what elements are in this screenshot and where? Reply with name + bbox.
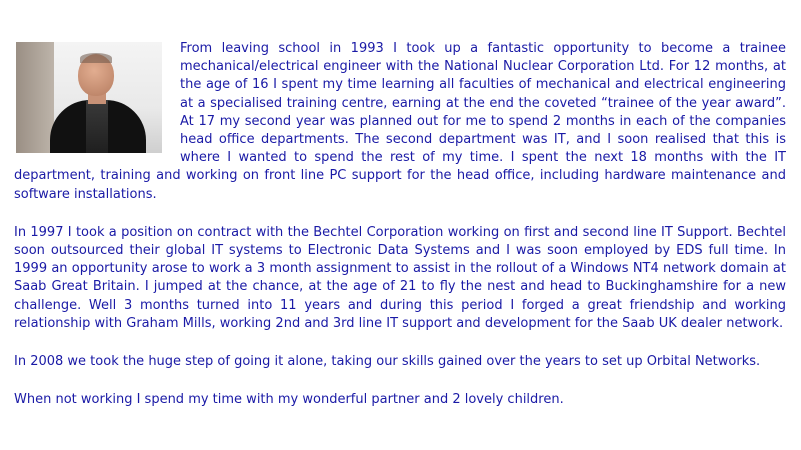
paragraph-orbital-networks: In 2008 we took the huge step of going it alone, taking our skills gained over the years to set up Orbital Networks.: [14, 354, 761, 370]
paragraph-personal: When not working I spend my time with my wonderful partner and 2 lovely children.: [14, 392, 564, 408]
photo-hair: [80, 53, 112, 63]
photo-background: [16, 42, 54, 153]
paragraph-bechtel-eds-saab: In 1997 I took a position on contract with the Bechtel Corporation working on first and second line IT Support. Bechtel soon outsourced their global IT systems to Electronic Data Systems and I was soon employed by EDS full time. In 1999 an opportunity arose to work a 3 month assignment to assist in the rollout of a Windows NT4 network domain at Saab Great Britain. I jumped at the chance, at the age of 21 to fly the nest and head to Buckinghamshire for a new challenge. Well 3 months turned into 11 years and during this period I forged a great friendship and working relationship with Graham Mills, working 2nd and 3rd line IT support and development for the Saab UK dealer network.: [14, 224, 786, 331]
about-content: [14, 40, 786, 409]
paragraph-early-career: From leaving school in 1993 I took up a fantastic opportunity to become a trainee mechanical/electrical engineer with the National Nuclear Corporation Ltd. For 12 months, at the age of 16 I spent my time learning all faculties of mechanical and electrical engineering at a specialised training centre, earning at the end the coveted “trainee of the year award”. At 17 my second year was planned out for me to spend 2 months in each of the companies head office departments. The second department was IT, and I soon realised that this is where I wanted to spend the rest of my time. I spent the next 18 months with the IT department, training and working on front line PC support for the head office, including hardware maintenance and software installations.: [14, 41, 786, 202]
profile-photo: [16, 42, 162, 153]
photo-shirt: [86, 100, 108, 153]
